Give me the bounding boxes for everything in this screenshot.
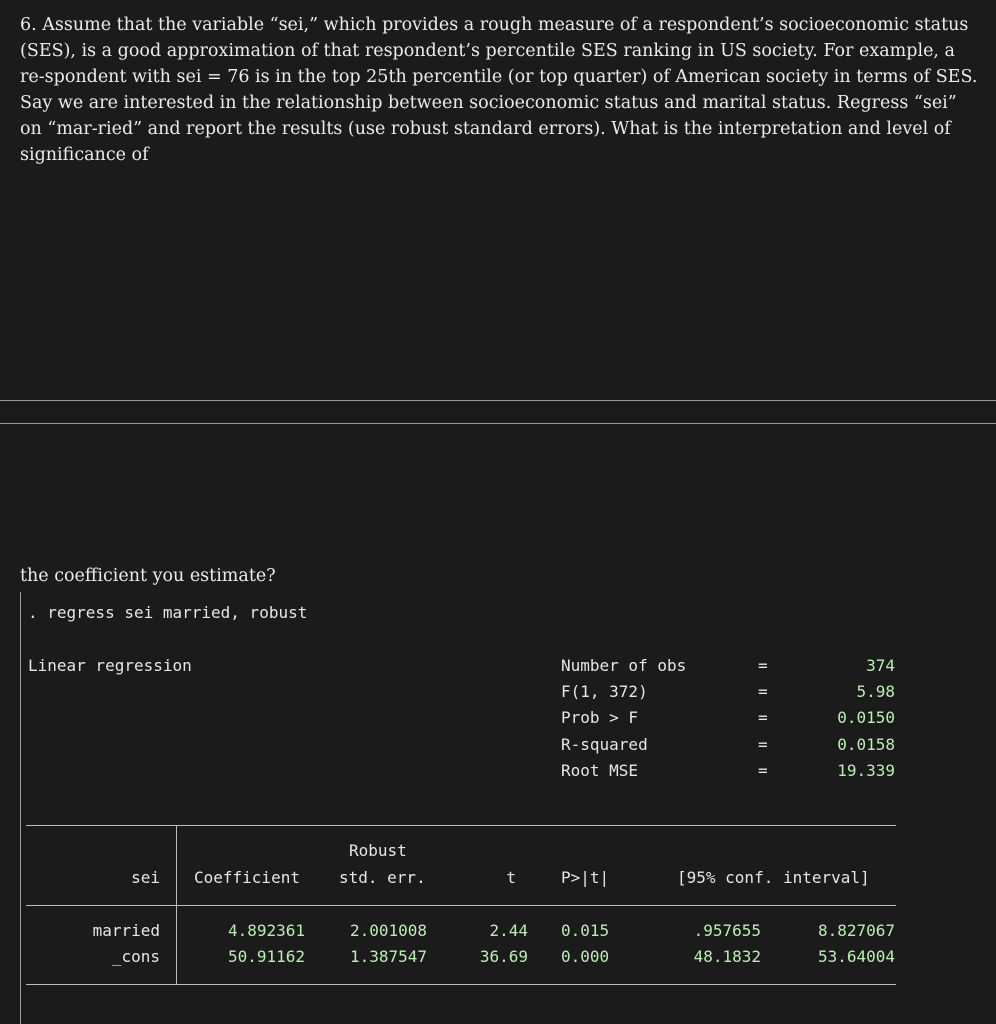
table-rule-mid [26, 905, 896, 906]
row-ci-high: 53.64004 [817, 947, 895, 966]
regression-title: Linear regression [28, 656, 192, 675]
stat-label: F(1, 372) [561, 682, 648, 701]
stat-eq: = [758, 708, 768, 727]
row-coef: 50.91162 [227, 947, 305, 966]
row-t: 36.69 [479, 947, 528, 966]
stat-label: R-squared [561, 735, 648, 754]
header-depvar: sei [131, 868, 160, 887]
stat-eq: = [758, 735, 768, 754]
stat-value: 0.0158 [837, 735, 895, 754]
stat-value: 5.98 [856, 682, 895, 701]
stata-command: . regress sei married, robust [28, 603, 308, 622]
output-left-border [20, 592, 21, 1024]
table-rule-top [26, 825, 896, 826]
stat-eq: = [758, 761, 768, 780]
row-name: married [92, 921, 160, 940]
header-conf-interval: [95% conf. interval] [677, 868, 870, 887]
divider-top [0, 400, 996, 401]
header-coefficient: Coefficient [194, 868, 300, 887]
row-se: 1.387547 [349, 947, 427, 966]
divider-bottom [0, 423, 996, 424]
table-column-divider [176, 825, 177, 985]
header-p: P>|t| [561, 868, 610, 887]
header-t: t [506, 868, 516, 887]
row-ci-low: .957655 [693, 921, 761, 940]
stat-value: 0.0150 [837, 708, 895, 727]
header-std-err: std. err. [339, 868, 426, 887]
row-name: _cons [111, 947, 160, 966]
row-coef: 4.892361 [227, 921, 305, 940]
stat-eq: = [758, 682, 768, 701]
stat-value: 374 [866, 656, 895, 675]
question-text: 6. Assume that the variable “sei,” which provides a rough measure of a respondent’s socioeconomic status (SES), is a good approximation of that respondent’s percentile SES ranking in US society. For example, a re-spondent with sei = 76 is in the top 25th percentile (or top quarter) of American society in terms of SES. Say we are interested in the relationship between socioeconomic status and marital status. Regress “sei” on “mar-ried” and report the results (use robust standard errors). What is the interpretation and level of significance of [20, 15, 978, 165]
stat-label: Root MSE [561, 761, 639, 780]
table-rule-bottom [26, 984, 896, 985]
stat-eq: = [758, 656, 768, 675]
question-continuation: the coefficient you estimate? [20, 566, 276, 586]
row-ci-low: 48.1832 [693, 947, 761, 966]
row-se: 2.001008 [349, 921, 427, 940]
stat-value: 19.339 [837, 761, 895, 780]
stat-label: Number of obs [561, 656, 687, 675]
row-p: 0.000 [561, 947, 610, 966]
stat-label: Prob > F [561, 708, 639, 727]
row-ci-high: 8.827067 [817, 921, 895, 940]
header-robust: Robust [349, 841, 407, 860]
row-t: 2.44 [489, 921, 528, 940]
row-p: 0.015 [561, 921, 610, 940]
